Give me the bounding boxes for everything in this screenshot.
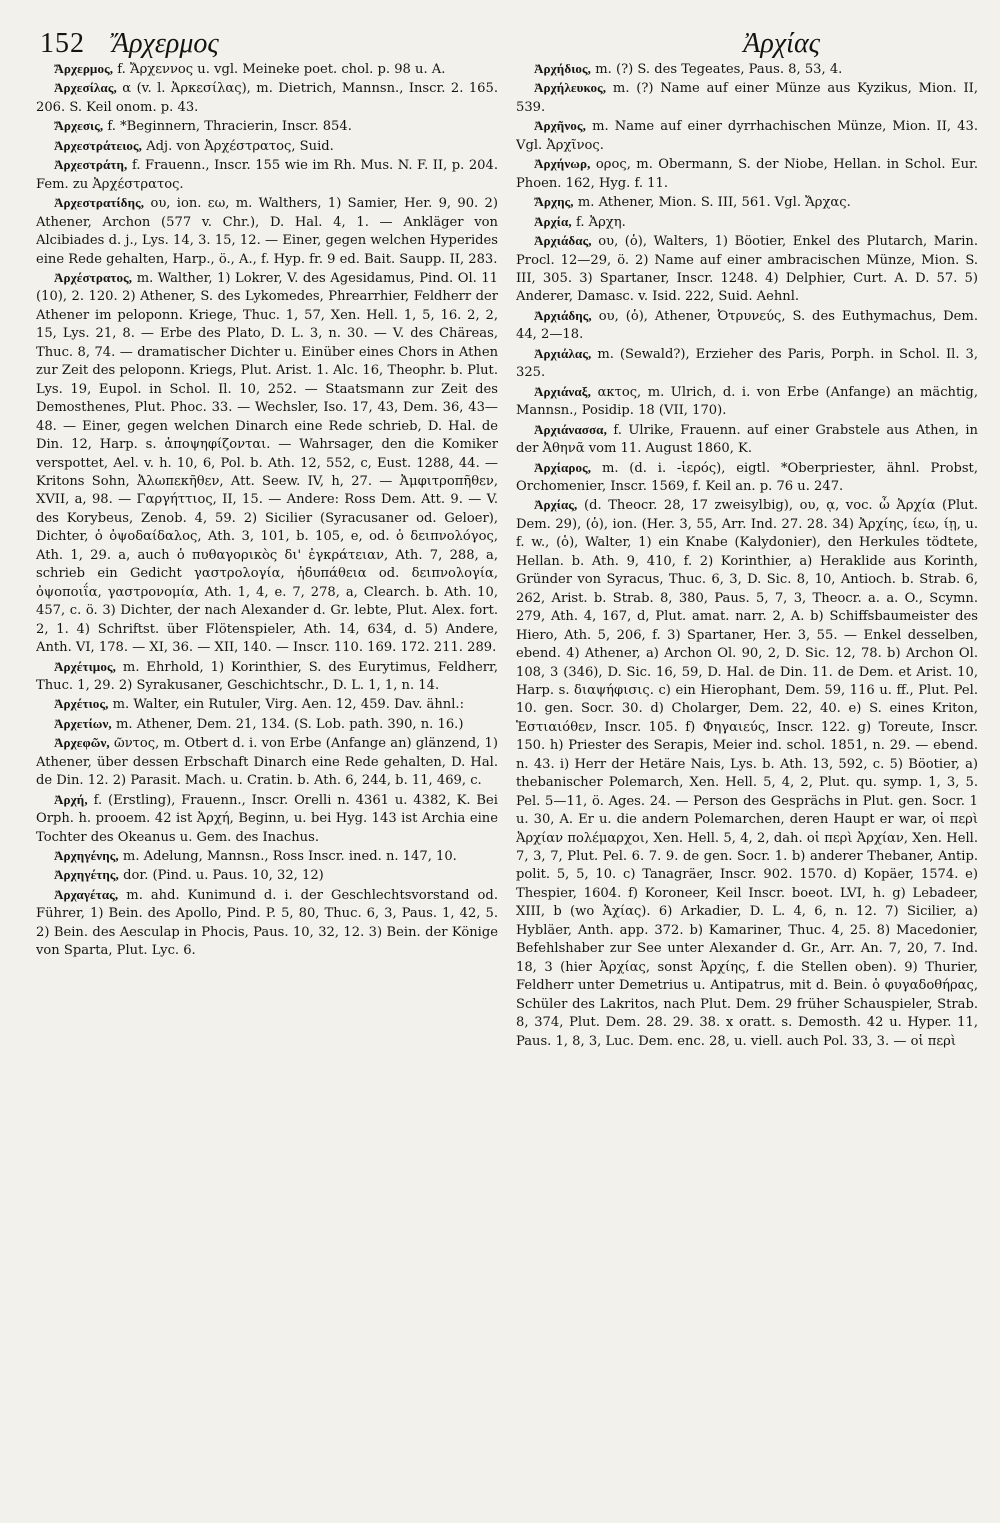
dictionary-entry [36, 156, 498, 194]
entry-text: ῶντος, m. Otbert d. i. von Erbe (Anfange an) glänzend, 1) Athener, über dessen Erbschaft Dinarch eine Rede gehalten, D. Hal. de Din. 12. 2) Parasit. Mach. u. Cratin. b. Ath. 6, 244, b. 11, 469, c. [36, 736, 498, 789]
dictionary-entry [516, 60, 978, 79]
dictionary-entry [516, 117, 978, 155]
entry-lemma: Ἀρχηγέτης, [54, 867, 119, 883]
entry-lemma: Ἄρχεσις, [54, 118, 104, 134]
dictionary-entry [516, 213, 978, 232]
entry-lemma: Ἀρχήδιος, [534, 61, 592, 76]
entry-lemma: Ἀρχετίων, [54, 715, 112, 731]
entry-text: f. (Erstling), Frauenn., Inscr. Orelli n. 4361 u. 4382, K. Bei Orph. h. prooem. 42 ist Ἀρχή, Beginn, u. bei Hyg. 143 ist Archia eine Tochter des Okeanus u. Gem. des Inachus. [36, 792, 498, 845]
entry-text: m. Name auf einer dyrrhachischen Münze, Mion. II, 43. Vgl. Ἀρχῖνος. [516, 119, 978, 153]
entry-text: ακτος, m. Ulrich, d. i. von Erbe (Anfange) an mächtig, Mannsn., Posidip. 18 (VII, 170). [516, 384, 978, 419]
entry-lemma: Ἀρχία, [534, 213, 572, 229]
entry-text: f. Ἄρχεννος u. vgl. Meineke poet. chol. p. 98 u. A. [117, 62, 446, 77]
entry-text: m. (Sewald?), Erzieher des Paris, Porph. in Schol. Il. 3, 325. [516, 346, 978, 381]
dictionary-entry [516, 421, 978, 459]
entry-lemma: Ἀρχήνωρ, [534, 156, 591, 172]
entry-text: m. (d. i. -ἱερός), eigtl. *Oberpriester, ähnl. Probst, Orchomenier, Inscr. 1569, f. Keil an. p. 76 u. 247. [516, 460, 978, 494]
entry-text: ου, (ὁ), Walters, 1) Böotier, Enkel des Plutarch, Marin. Procl. 12—29, ö. 2) Name auf einer ambracischen Münze, Mion. S. III, 305. 3) Spartaner, Inscr. 1248. 4) Delphier, Curt. A. D. 57. 5) Anderer, Damasc. v. Isid. 222, Suid. Aehnl. [516, 234, 978, 305]
dictionary-entry [36, 866, 498, 885]
dictionary-entry [516, 496, 978, 1051]
dictionary-entry [36, 847, 498, 866]
right-column [516, 60, 978, 1500]
dictionary-entry [516, 155, 978, 193]
dictionary-entry [516, 193, 978, 212]
entry-lemma: Ἀρχή, [54, 791, 88, 807]
entry-text: f. Ἀρχη. [575, 214, 626, 230]
entry-lemma: Ἀρχίαρος, [534, 459, 592, 475]
entry-lemma: Ἀρχιάδης, [534, 307, 592, 323]
page-header [36, 14, 978, 60]
entry-text: f. Ulrike, Frauenn. auf einer Grabstele aus Athen, in der Ἀθηνᾶ vom 11. August 1860, K. [516, 422, 978, 457]
entry-text: (d. Theocr. 28, 17 zweisylbig), ου, ᾳ, voc. ὦ Ἀρχία (Plut. Dem. 29), (ὁ), ion. (Her. 3, 55, Arr. Ind. 27. 28. 34) Ἀρχίης, ίεω, ίῃ, u. f. w., (ὁ), Walter, 1) ein Knabe (Kalydonier), den Herkules tödtete, Hellan. b. Ath. 9, 410, f. 2) Korinthier, a) Heraklide aus Korinth, Gründer von Syracus, Thuc. 6, 3, D. Sic. 8, 10, Antioch. b. Strab. 6, 262, Arist. b. Strab. 8, 380, Paus. 5, 7, 3, Theocr. a. a. O., Scymn. 279, Ath. 4, 167, d, Plut. amat. narr. 2, A. b) Schiffsbaumeister des Hiero, Ath. 5, 206, f. 3) Spartaner, Her. 3, 55. — Enkel desselben, ebend. 4) Athener, a) Archon Ol. 90, 2, D. Sic. 12, 78. b) Archon Ol. 108, 3 (346), D. Sic. 16, 59, D. Hal. de Din. 11. de Dem. et Arist. 10, Harp. s. διαψήφισις. c) ein Hierophant, Dem. 59, 116 u. ff., Plut. Pel. 10. gen. Socr. 30. d) Cholarger, Dem. 22, 40. e) S. eines Kriton, Ἑστιαιόθεν, Inscr. 105. f) Φηγαιεύς, Inscr. 122. g) Toreute, Inscr. 150. h) Priester des Serapis, Meier ind. schol. 1851, n. 29. — ebend. n. 43. i) Herr der Hetäre Nais, Lys. b. Ath. 13, 592, c. 5) Böotier, a) thebanischer Polemarch, Xen. Hell. 5, 4, 2, Plut. qu. symp. 1, 3, 5. Pel. 5—11, ö. Ages. 24. — Person des Gesprächs in Plut. gen. Socr. 1 u. 30, A. Er u. die andern Polemarchen, deren Haupt er war, οἱ περὶ Ἀρχίαν πολέμαρχοι, Xen. Hell. 5, 4, 2, dah. οἱ περὶ Ἀρχίαν, Xen. Hell. 7, 3, 7, Plut. Pel. 6. 7. 9. de gen. Socr. 1. b) anderer Thebaner, Antip. polit. 5, 5, 10. c) Tanagräer, Inscr. 902. 1570. d) Kopäer, 1574. e) Thespier, 1604. f) Koroneer, Keil Inscr. boeot. LVI, h. g) Lebadeer, XIII, b (wo Ἀχίας). 6) Arkadier, D. L. 4, 6, n. 12. 7) Sicilier, a) Hybläer, Anth. app. 372. b) Kamariner, Thuc. 4, 25. 8) Macedonier, Befehlshaber zur See unter Alexander d. Gr., Arr. An. 7, 20, 7. Ind. 18, 3 (hier Ἀρχίας, sonst Ἀρχίης, f. die Stellen oben). 9) Thurier, Feldherr unter Demetrius u. Antipatrus, mit d. Bein. ὁ φυγαδοθήρας, Schüler des Lakritos, nach Plut. Dem. 29 früher Schauspieler, Strab. 8, 374, Plut. Dem. 28. 29. 38. x oratt. s. Demosth. 42 u. Hyper. 11, Paus. 1, 8, 3, Luc. Dem. enc. 28, u. viell. auch Pol. 33, 3. — οἱ περὶ [516, 498, 978, 1049]
entry-lemma: Ἄρχερμος, [54, 61, 114, 76]
entry-text: m. Athener, Mion. S. III, 561. Vgl. Ἄρχας. [577, 195, 851, 211]
running-head-right: Ἀρχίας [743, 28, 820, 59]
dictionary-entry [36, 60, 498, 79]
entry-lemma: Ἀρχεσίλας, [54, 80, 117, 96]
entry-text: α (v. l. Ἀρκεσίλας), m. Dietrich, Mannsn., Inscr. 2. 165. 206. S. Keil onom. p. 43. [36, 81, 498, 115]
dictionary-entry [516, 79, 978, 117]
entry-lemma: Ἀρχεστρατίδης, [54, 195, 145, 211]
entry-text: ου, (ὁ), Athener, Ὀτρυνεύς, S. des Euthymachus, Dem. 44, 2—18. [516, 308, 978, 343]
entry-lemma: Ἀρχιάλας, [534, 345, 592, 361]
entry-text: m. (?) Name auf einer Münze aus Kyzikus, Mion. II, 539. [516, 81, 978, 115]
dictionary-entry [36, 194, 498, 269]
entry-text: m. ahd. Kunimund d. i. der Geschlechtsvorstand od. Führer, 1) Bein. des Apollo, Pind. P. 5, 80, Thuc. 6, 3, Paus. 1, 42, 5. 2) Bein. des Aesculap in Phocis, Paus. 10, 32, 12. 3) Bein. der Könige von Sparta, Plut. Lyc. 6. [36, 887, 498, 959]
entry-text: f. Frauenn., Inscr. 155 wie im Rh. Mus. N. F. II, p. 204. Fem. zu Ἀρχέστρατος. [36, 158, 498, 192]
dictionary-entry [36, 658, 498, 696]
entry-lemma: Ἀρχῆνος, [534, 118, 586, 134]
entry-text: m. Walther, 1) Lokrer, V. des Agesidamus, Pind. Ol. 11 (10), 2. 120. 2) Athener, S. des Lykomedes, Phrearrhier, Feldherr der Athener im peloponn. Kriege, Thuc. 1, 57, Xen. Hell. 1, 5, 16. 2, 2, 15, Lys. 21, 8. — Erbe des Plato, D. L. 3, n. 30. — V. des Chäreas, Thuc. 8, 74. — dramatischer Dichter u. Einüber eines Chors in Athen zur Zeit des peloponn. Kriegs, Plut. Arist. 1. Alc. 16, Theophr. b. Plut. Lys. 19, Eupol. in Schol. Il. 10, 252. — Staatsmann zur Zeit des Demosthenes, Plut. Phoc. 33. — Wechsler, Iso. 17, 43, Dem. 36, 43—48. — Einer, gegen welchen Dinarch eine Rede schrieb, D. Hal. de Din. 12, Harp. s. ἀποψηφίζονται. — Wahrsager, den die Komiker verspottet, Ael. v. h. 10, 6, Pol. b. Ath. 12, 552, c, Eust. 1288, 44. — Kritons Sohn, Ἀλωπεκῆθεν, Att. Seew. IV, h, 27. — Ἀμφιτροπῆθεν, XVII, a, 98. — Γαργήττιος, II, 15. — Andere: Ross Dem. Att. 9. — V. des Korybeus, Zenob. 4, 59. 2) Sicilier (Syracusaner od. Geloer), Dichter, ὁ ὀψοδαίδαλος, Ath. 3, 101, b. 105, e, od. ὁ δειπνολόγος, Ath. 1, 29. a, auch ὁ πυθαγορικὸς δι' ἐγκράτειαν, Ath. 7, 288, a, schrieb ein Gedicht γαστρολογία, ἡδυπάθεια od. δειπνολογία, ὀψοποιΐα, γαστρονομία, Ath. 1, 4, e. 7, 278, a, Clearch. b. Ath. 10, 457, c. ö. 3) Dichter, der nach Alexander d. Gr. lebte, Plut. Alex. fort. 2, 1. 4) Schriftst. über Flötenspieler, Ath. 14, 634, d. 5) Andere, Anth. VI, 178. — XI, 36. — XII, 140. — Inscr. 110. 169. 172. 211. 289. [36, 270, 498, 656]
entry-text: m. Ehrhold, 1) Korinthier, S. des Eurytimus, Feldherr, Thuc. 1, 29. 2) Syrakusaner, Geschichtschr., D. L. 1, 1, n. 14. [36, 659, 498, 693]
entry-lemma: Ἀρχιάνασσα, [534, 421, 607, 437]
entry-lemma: Ἀρχαγέτας, [54, 886, 119, 902]
entry-lemma: Ἀρχηγένης, [54, 848, 119, 864]
entry-text: ορος, m. Obermann, S. der Niobe, Hellan. in Schol. Eur. Phoen. 162, Hyg. f. 11. [516, 157, 978, 191]
dictionary-entry [36, 117, 498, 136]
entry-text: m. Walter, ein Rutuler, Virg. Aen. 12, 459. Dav. ähnl.: [112, 697, 464, 713]
dictionary-entry [516, 345, 978, 383]
entry-lemma: Ἀρχέτιμος, [54, 658, 116, 674]
entry-text: m. (?) S. des Tegeates, Paus. 8, 53, 4. [595, 62, 843, 77]
dictionary-entry [36, 715, 498, 734]
entry-lemma: Ἀρχήλευκος, [534, 80, 607, 96]
entry-lemma: Ἀρχεφῶν, [54, 735, 110, 751]
dictionary-entry [36, 79, 498, 117]
entry-text: ου, ion. εω, m. Walthers, 1) Samier, Her. 9, 90. 2) Athener, Archon (577 v. Chr.), D. Hal. 4, 1. — Ankläger von Alcibiades d. j., Lys. 14, 3. 15, 12. — Einer, gegen welchen Hyperides eine Rede gehalten, Harp., ö., A., f. Hyp. fr. 9 ed. Bait. Saupp. II, 283. [36, 196, 498, 267]
entry-text: Adj. von Ἀρχέστρατος, Suid. [146, 138, 334, 154]
entry-lemma: Ἀρχεστράτη, [54, 157, 128, 173]
entry-lemma: Ἀρχιάδας, [534, 233, 592, 249]
left-column [36, 60, 498, 1500]
dictionary-entry [516, 307, 978, 345]
entry-lemma: Ἀρχέτιος, [54, 696, 109, 712]
entry-lemma: Ἀρχίας, [534, 497, 578, 513]
entry-lemma: Ἀρχέστρατος, [54, 269, 133, 285]
entry-text: dor. (Pind. u. Paus. 10, 32, 12) [123, 868, 324, 884]
entry-lemma: Ἀρχεστράτειος, [54, 137, 143, 153]
dictionary-entry [516, 232, 978, 307]
dictionary-entry [516, 459, 978, 497]
dictionary-entry [36, 791, 498, 847]
entry-text: m. Athener, Dem. 21, 134. (S. Lob. path. 390, n. 16.) [115, 716, 464, 732]
running-head-left: Ἄρχερμος [112, 28, 219, 59]
dictionary-entry [36, 269, 498, 658]
dictionary-entry [516, 383, 978, 421]
entry-text: f. *Beginnern, Thracierin, Inscr. 854. [107, 119, 352, 135]
page-number: 152 [40, 28, 85, 59]
dictionary-entry [36, 137, 498, 156]
entry-lemma: Ἀρχιάναξ, [534, 383, 592, 399]
dictionary-entry [36, 695, 498, 714]
dictionary-entry [36, 734, 498, 790]
text-columns [36, 60, 978, 1500]
entry-text: m. Adelung, Mannsn., Ross Inscr. ined. n. 147, 10. [122, 849, 457, 865]
entry-lemma: Ἄρχης, [534, 194, 574, 210]
dictionary-entry [36, 886, 498, 961]
